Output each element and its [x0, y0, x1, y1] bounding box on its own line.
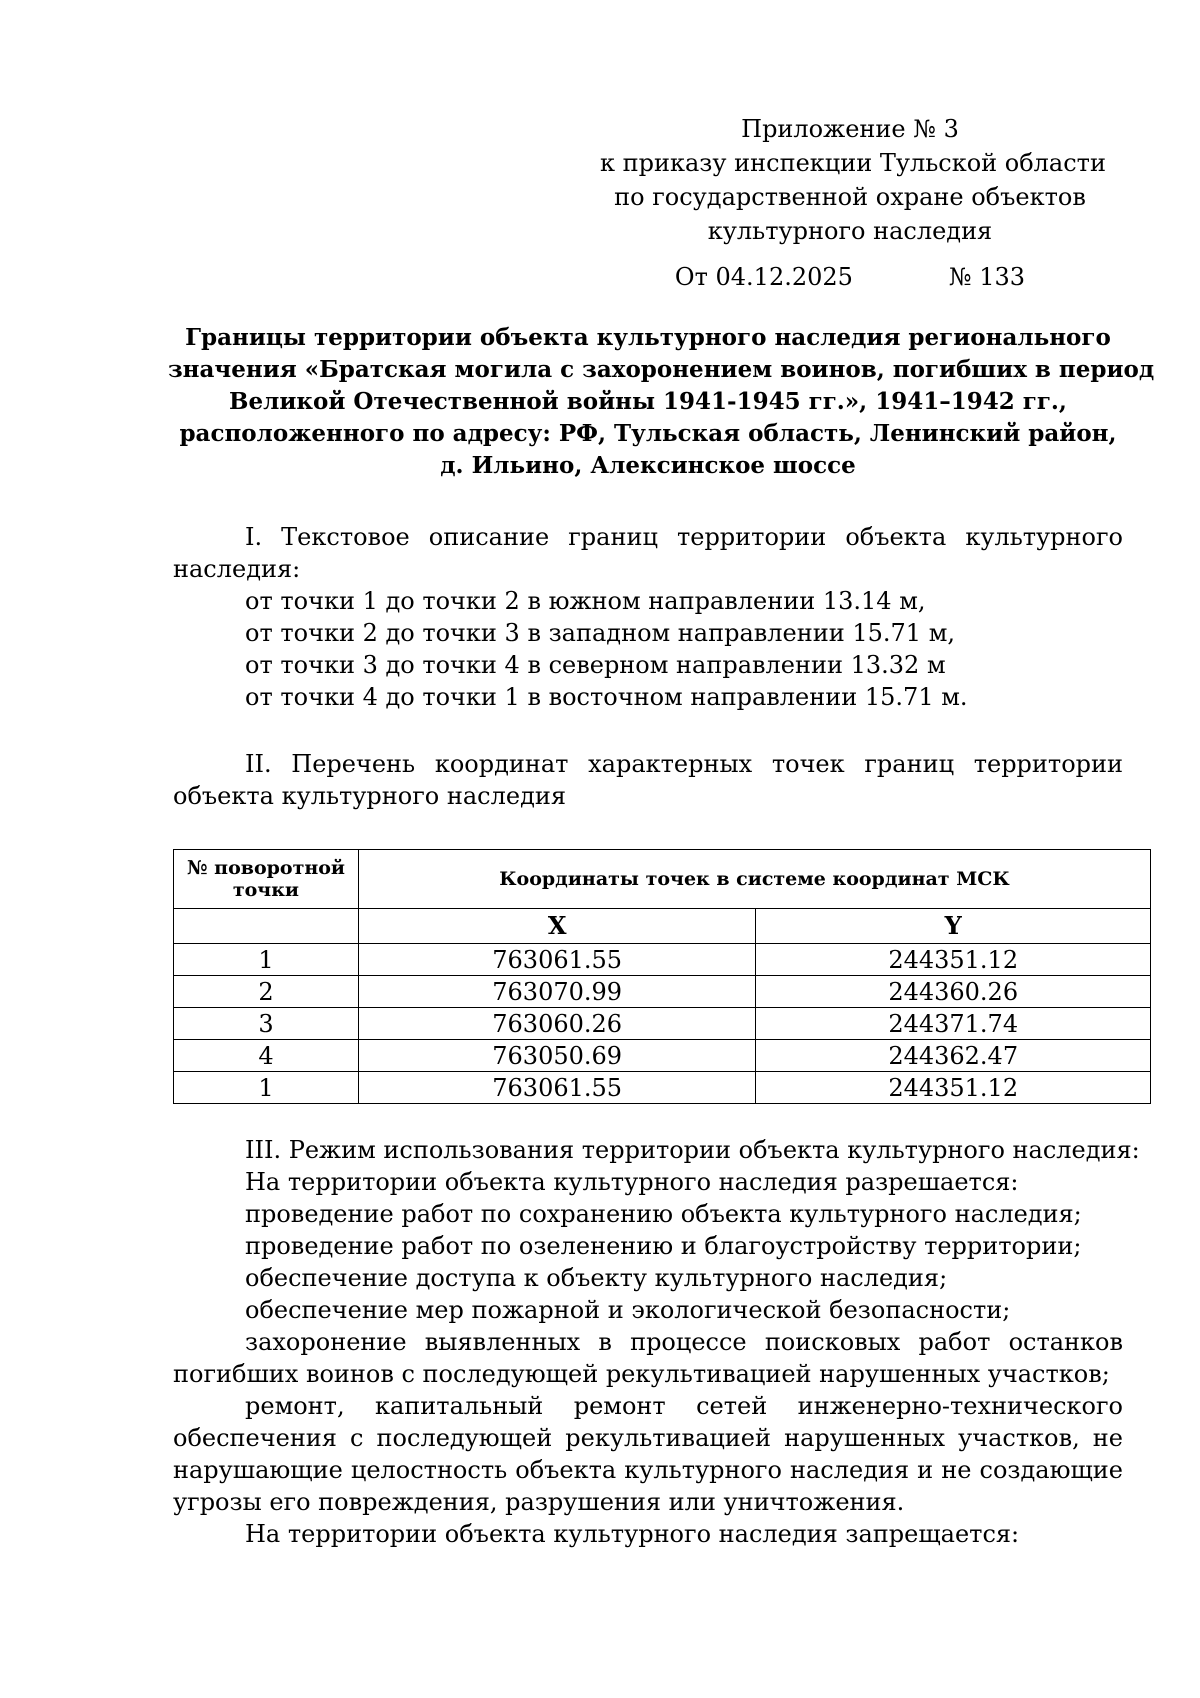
x-cell: 763061.55	[358, 944, 756, 976]
section-3-heading: III. Режим использования территории объекта культурного наследия:	[245, 1136, 1140, 1164]
appendix-authority-line: по государственной охране объектов	[614, 183, 1086, 211]
y-cell: 244362.47	[756, 1040, 1151, 1072]
order-date: От 04.12.2025	[674, 263, 853, 291]
column-header-point: № поворотной точки	[174, 850, 359, 909]
table-header-row	[174, 850, 1151, 909]
column-header-y: Y	[756, 909, 1151, 944]
section-3	[173, 1134, 1140, 1550]
section-2	[173, 748, 1123, 812]
column-header-x: X	[358, 909, 756, 944]
y-cell: 244360.26	[756, 976, 1151, 1008]
allowed-heading: На территории объекта культурного наследия разрешается:	[245, 1168, 1019, 1196]
boundary-line: от точки 1 до точки 2 в южном направлении 13.14 м,	[245, 587, 926, 615]
x-cell: 763061.55	[358, 1072, 756, 1104]
x-cell: 763050.69	[358, 1040, 756, 1072]
column-header-coordinates: Координаты точек в системе координат МСК	[358, 850, 1150, 909]
y-cell: 244351.12	[756, 1072, 1151, 1104]
y-cell: 244351.12	[756, 944, 1151, 976]
table-row	[174, 944, 1151, 976]
title-line: значения «Братская могила с захоронением воинов, погибших в период	[168, 356, 1155, 383]
title-line: Великой Отечественной войны 1941-1945 гг.», 1941–1942 гг.,	[229, 388, 1067, 415]
section-2-intro: II. Перечень координат характерных точек границ территории объекта культурного наследия	[173, 750, 1123, 810]
table-row	[174, 1072, 1151, 1104]
appendix-heritage-line: культурного наследия	[707, 217, 993, 245]
point-cell: 1	[174, 1072, 359, 1104]
allowed-item: захоронение выявленных в процессе поисковых работ останков погибших воинов с последующей рекультивацией нарушенных участков;	[173, 1328, 1123, 1388]
order-number: № 133	[948, 263, 1026, 291]
table-row	[174, 1008, 1151, 1040]
point-cell: 2	[174, 976, 359, 1008]
appendix-order-line: к приказу инспекции Тульской области	[600, 149, 1106, 177]
boundary-line: от точки 4 до точки 1 в восточном направлении 15.71 м.	[245, 683, 968, 711]
prohibited-heading: На территории объекта культурного наследия запрещается:	[245, 1520, 1020, 1548]
y-cell: 244371.74	[756, 1008, 1151, 1040]
order-date-row	[600, 260, 1100, 294]
appendix-header	[600, 112, 1106, 294]
coordinates-table	[173, 849, 1151, 1104]
point-cell: 4	[174, 1040, 359, 1072]
allowed-item: ремонт, капитальный ремонт сетей инженерно-технического обеспечения с последующей рекультивацией нарушенных участков, не нарушающие целостность объекта культурного наследия и не создающие угрозы его повреждения, разрушения или уничтожения.	[173, 1392, 1123, 1516]
table-row	[174, 1040, 1151, 1072]
allowed-item: обеспечение доступа к объекту культурного наследия;	[245, 1264, 948, 1292]
appendix-number: Приложение № 3	[741, 115, 959, 143]
section-1	[173, 521, 1123, 713]
allowed-item: обеспечение мер пожарной и экологической безопасности;	[245, 1296, 1011, 1324]
boundary-line: от точки 3 до точки 4 в северном направлении 13.32 м	[245, 651, 946, 679]
document-title	[168, 322, 1155, 482]
allowed-item: проведение работ по озеленению и благоустройству территории;	[245, 1232, 1082, 1260]
point-cell: 3	[174, 1008, 359, 1040]
x-cell: 763060.26	[358, 1008, 756, 1040]
title-line: расположенного по адресу: РФ, Тульская область, Ленинский район,	[179, 420, 1117, 447]
title-line: д. Ильино, Алексинское шоссе	[440, 452, 856, 479]
table-row	[174, 976, 1151, 1008]
x-cell: 763070.99	[358, 976, 756, 1008]
allowed-item: проведение работ по сохранению объекта культурного наследия;	[245, 1200, 1082, 1228]
boundary-line: от точки 2 до точки 3 в западном направлении 15.71 м,	[245, 619, 955, 647]
table-subheader-row	[174, 909, 1151, 944]
section-1-intro: I. Текстовое описание границ территории объекта культурного наследия:	[173, 523, 1123, 583]
empty-header-cell	[174, 909, 359, 944]
point-cell: 1	[174, 944, 359, 976]
title-line: Границы территории объекта культурного наследия регионального	[185, 324, 1111, 351]
